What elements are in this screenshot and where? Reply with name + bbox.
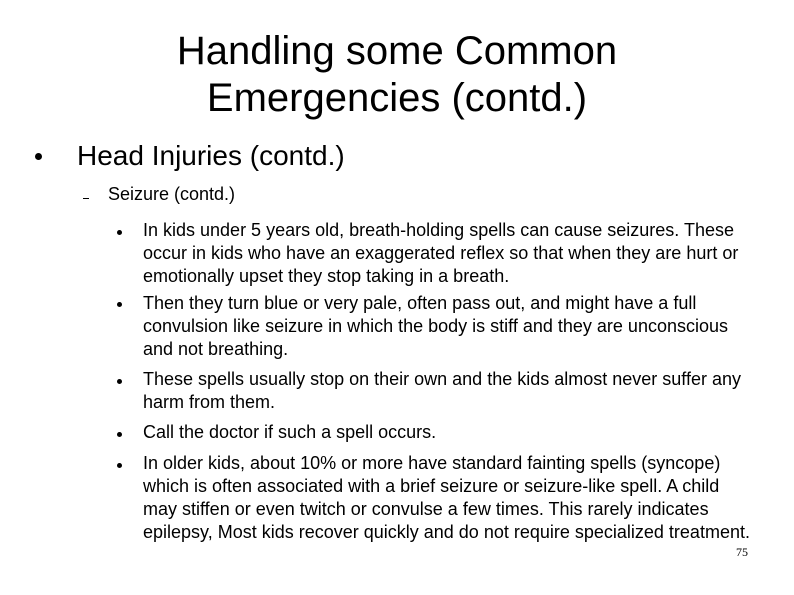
list-item: Call the doctor if such a spell occurs. [143,422,437,442]
bullet-dot-icon [117,463,122,468]
bullet-dot-icon [117,302,122,307]
slide-title-line-1: Handling some Common [176,29,618,73]
dash-bullet-icon [83,198,89,199]
slide-title-line-2: Emergencies (contd.) [206,76,588,120]
bullet-dot-icon [117,432,122,437]
list-item: Then they turn blue or very pale, often pass out, and might have a full convulsion like seizure in which the body is stiff and they are unconscious and not breathing. [143,293,728,359]
list-item: In kids under 5 years old, breath-holding spells can cause seizures. These occur in kids who have an exaggerated reflex so that when they are hurt or emotionally upset they stop taking in a breath. [143,220,739,286]
bullet-dot-icon [35,153,42,160]
bullet-dot-icon [117,379,122,384]
level1-bullet-text: Head Injuries (contd.) [77,140,345,171]
bullet-dot-icon [117,230,122,235]
level2-bullet-text: Seizure (contd.) [108,184,236,204]
slide-title [0,28,794,122]
list-item: These spells usually stop on their own and the kids almost never suffer any harm from them. [143,369,741,412]
page-number: 75 [736,545,748,559]
list-item: In older kids, about 10% or more have standard fainting spells (syncope) which is often associated with a brief seizure or seizure-like spell. A child may stiffen or even twitch or convulse a few times. This rarely indicates epilepsy, Most kids recover quickly and do not require specialized treatment. [143,453,750,542]
